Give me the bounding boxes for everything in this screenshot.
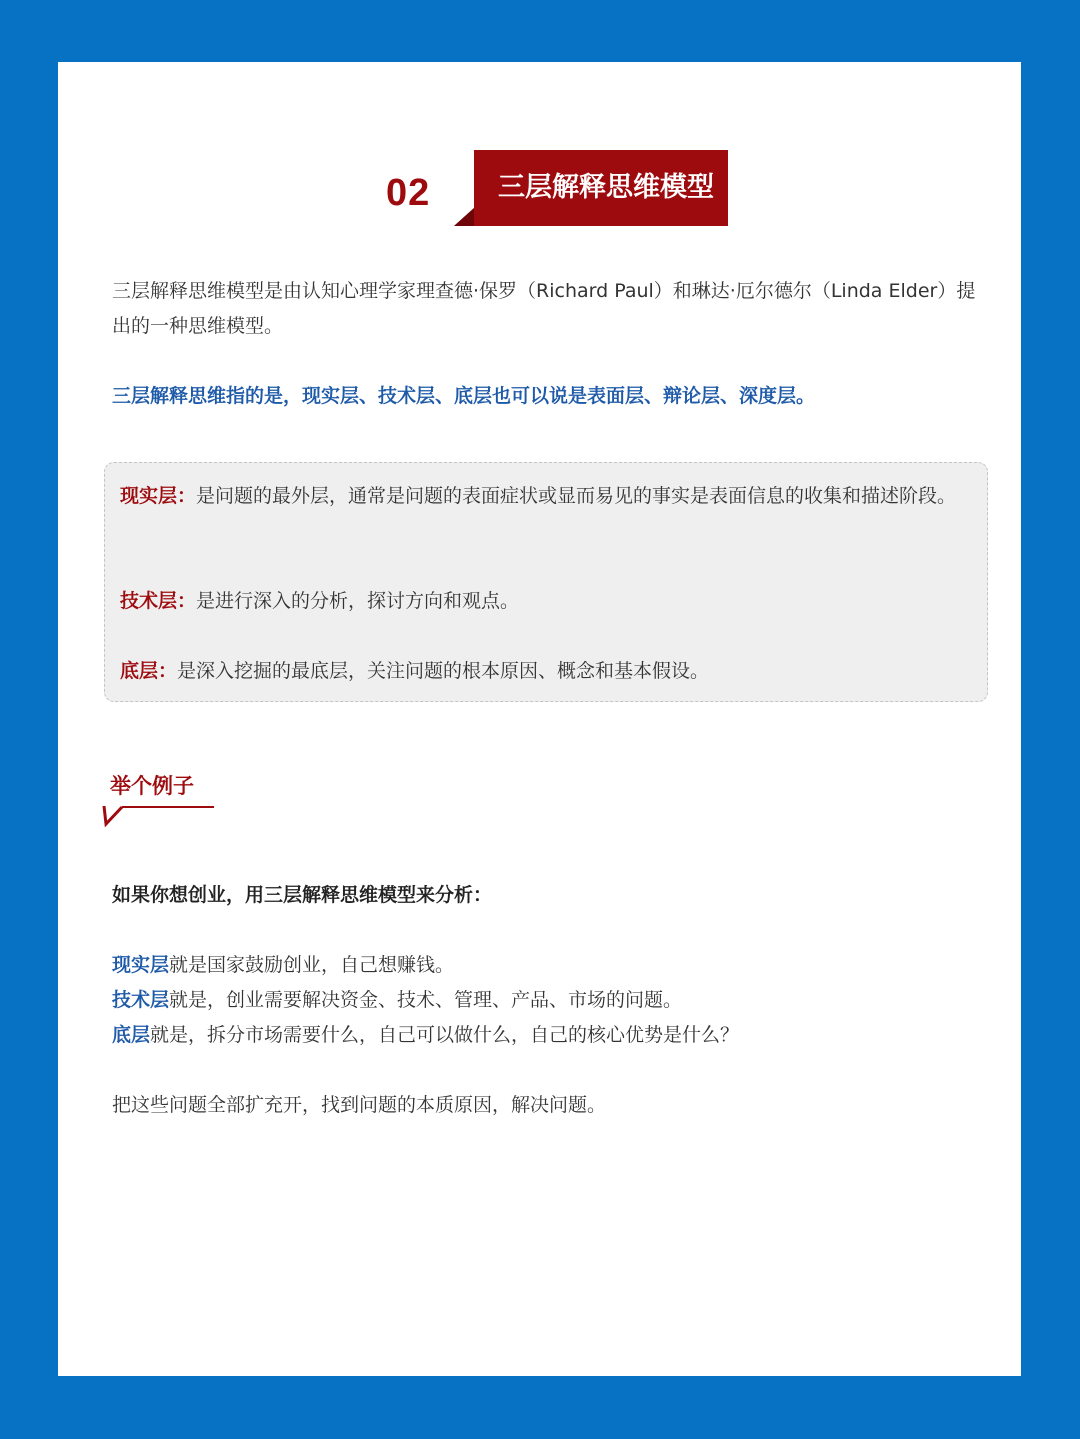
layer-text: 是深入挖掘的最底层，关注问题的根本原因、概念和基本假设。: [177, 660, 710, 682]
layer-label: 底层：: [120, 660, 178, 682]
example-lines: [112, 948, 984, 1053]
heading-underline: [102, 800, 218, 828]
layer-item-technical: [120, 584, 978, 619]
example-line: [112, 1018, 984, 1053]
example-text: 就是，创业需要解决资金、技术、管理、产品、市场的问题。: [169, 989, 683, 1011]
layer-text: 是进行深入的分析，探讨方向和观点。: [196, 590, 520, 612]
example-heading: 举个例子: [110, 774, 194, 798]
layers-info-box: [104, 462, 988, 702]
example-text: 就是，拆分市场需要什么，自己可以做什么，自己的核心优势是什么？: [150, 1024, 740, 1046]
layer-label: 技术层：: [120, 590, 197, 612]
example-line: [112, 983, 984, 1018]
example-keyword: 现实层: [112, 954, 170, 976]
summary-paragraph: 三层解释思维指的是，现实层、技术层、底层也可以说是表面层、辩论层、深度层。: [112, 385, 816, 407]
example-text: 就是国家鼓励创业，自己想赚钱。: [169, 954, 455, 976]
section-title-banner: [454, 150, 729, 226]
layer-item-base: [120, 654, 978, 689]
section-number: 02: [386, 172, 431, 214]
example-keyword: 技术层: [112, 989, 170, 1011]
example-question: 如果你想创业，用三层解释思维模型来分析：: [112, 884, 493, 906]
section-title: 三层解释思维模型: [498, 172, 714, 203]
layer-label: 现实层：: [120, 485, 197, 507]
closing-paragraph: 把这些问题全部扩充开，找到问题的本质原因，解决问题。: [112, 1094, 607, 1116]
layer-text: 是问题的最外层，通常是问题的表面症状或显而易见的事实是表面信息的收集和描述阶段。: [196, 485, 957, 507]
document-page: [58, 62, 1021, 1376]
example-line: [112, 948, 984, 983]
intro-paragraph: 三层解释思维模型是由认知心理学家理查德·保罗（Richard Paul）和琳达·厄尔德尔（Linda Elder）提出的一种思维模型。: [112, 280, 976, 337]
layer-item-reality: [120, 479, 978, 514]
example-keyword: 底层: [112, 1024, 151, 1046]
